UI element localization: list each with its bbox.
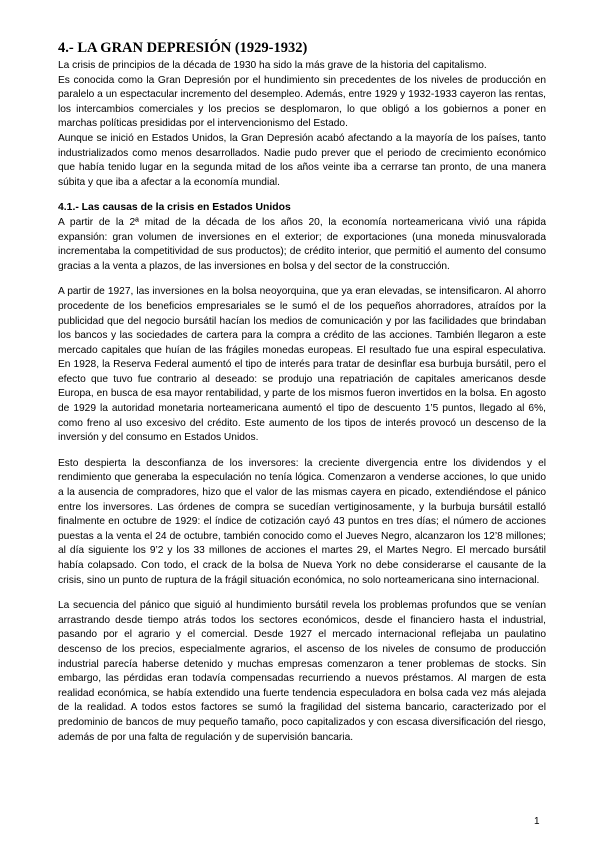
section-paragraph-2: A partir de 1927, las inversiones en la bolsa neoyorquina, que ya eran elevadas, se intensificaron. Al ahorro procedente de los beneficios empresariales se le sumó el de los pequeños ahorradores, atraídos por la publicidad que del negocio bursátil hacían los medios de comunicación y por las facilidades que brindaban los bancos y las sociedades de cartera para la compra a crédito de las acciones. También llegaron a este mercado capitales que huían de las frágiles monedas europeas. El resultado fue una espiral especulativa. En 1928, la Reserva Federal aumentó el tipo de interés para tratar de desinflar esa burbuja bursátil, pero el efecto que tuvo fue contrario al deseado: se produjo una repatriación de capitales americanos desde Europa, en busca de esa mayor rentabilidad, y parte de los mismos fueron invertidos en la bolsa. En agosto de 1929 la autoridad monetaria norteamericana aumentó el tipo de descuento 1’5 puntos, llegado al 6%, como freno al uso excesivo del crédito. Este aumento de los tipos de interés provocó un descenso de la inversión y del consumo en Estados Unidos. xyxy=(58,286,546,444)
page-number: 1 xyxy=(534,816,540,827)
intro-paragraph-2: Es conocida como la Gran Depresión por el hundimiento sin precedentes de los niveles de producción en paralelo a un espectacular incremento del desempleo. Además, entre 1929 y 1932-1933 cayeron las rentas, los intercambios comerciales y los precios se desplomaron, lo que obligó a los gobiernos a poner en marchas políticas presididas por el intervencionismo del Estado. xyxy=(58,74,546,130)
spacer xyxy=(58,190,546,201)
section-paragraph-1: A partir de la 2ª mitad de la década de los años 20, la economía norteamericana vivió una rápida expansión: gran volumen de inversiones en el exterior; de exportaciones (una moneda minusvalorada incrementaba la competitividad de sus productos); de crédito interior, que permitió el aumento del consumo gracias a la venta a plazos, de las inversiones en bolsa y del sector de la construcción. xyxy=(58,216,546,272)
spacer xyxy=(58,274,546,285)
spacer xyxy=(58,588,546,599)
document-page xyxy=(58,40,546,745)
spacer xyxy=(58,446,546,457)
intro-paragraph-3: Aunque se inició en Estados Unidos, la Gran Depresión acabó afectando a la mayoría de los países, tanto industrializados como menos desarrollados. Nadie pudo prever que el periodo de crecimiento económico que había tenido lugar en la segunda mitad de los años veinte iba a cerrarse tan pronto, de una manera súbita y que iba a afectar a la economía mundial. xyxy=(58,132,546,188)
section-title: 4.1.- Las causas de la crisis en Estados Unidos xyxy=(58,202,291,214)
section-paragraph-4: La secuencia del pánico que siguió al hundimiento bursátil revela los problemas profundos que se venían arrastrando desde tiempo atrás todos los sectores económicos, desde el financiero hasta el industrial, pasando por el agrario y el comercial. Desde 1927 el mercado internacional reflejaba un paulatino descenso de los precios, especialmente agrarios, el ascenso de los niveles de consumo de producción industrial parecía haberse detenido y muchas empresas comenzaron a tener problemas de stocks. Sin embargo, las pérdidas eran todavía compensadas recurriendo a nuevos préstamos. Al margen de esta realidad económica, se había extendido una fuerte tendencia especuladora en bolsa cada vez más alejada de la realidad. A todos estos factores se sumó la fragilidad del sistema bancario, caracterizado por el predominio de bancos de muy pequeño tamaño, poco capitalizados y con escasa diversificación del riesgo, además de por una falta de regulación y de supervisión bancaria. xyxy=(58,600,546,743)
intro-paragraph-1: La crisis de principios de la década de 1930 ha sido la más grave de la historia del capitalismo. xyxy=(58,60,487,71)
section-paragraph-3: Esto despierta la desconfianza de los inversores: la creciente divergencia entre los dividendos y el rendimiento que generaba la especulación no tenía lógica. Comenzaron a venderse acciones, lo que unido a la ausencia de compradores, hizo que el valor de las mismas cayera en picado, extendiéndose el pánico entre los inversores. Las órdenes de compra se sucedían vertiginosamente, y la burbuja bursátil estalló finalmente en octubre de 1929: el índice de cotización cayó 43 puntos en tres días; el número de acciones puestas a la venta el 24 de octubre, también conocido como el Jueves Negro, alcanzaron los 12’8 millones; al día siguiente los 9’2 y los 33 millones de acciones el martes 29, el Martes Negro. El mercado bursátil había colapsado. Con todo, el crack de la bolsa de Nueva York no debe considerarse el causante de la crisis, sino un punto de ruptura de la frágil situación económica, no solo norteamericana sino internacional. xyxy=(58,457,546,586)
document-title: 4.- LA GRAN DEPRESIÓN (1929-1932) xyxy=(58,40,308,56)
